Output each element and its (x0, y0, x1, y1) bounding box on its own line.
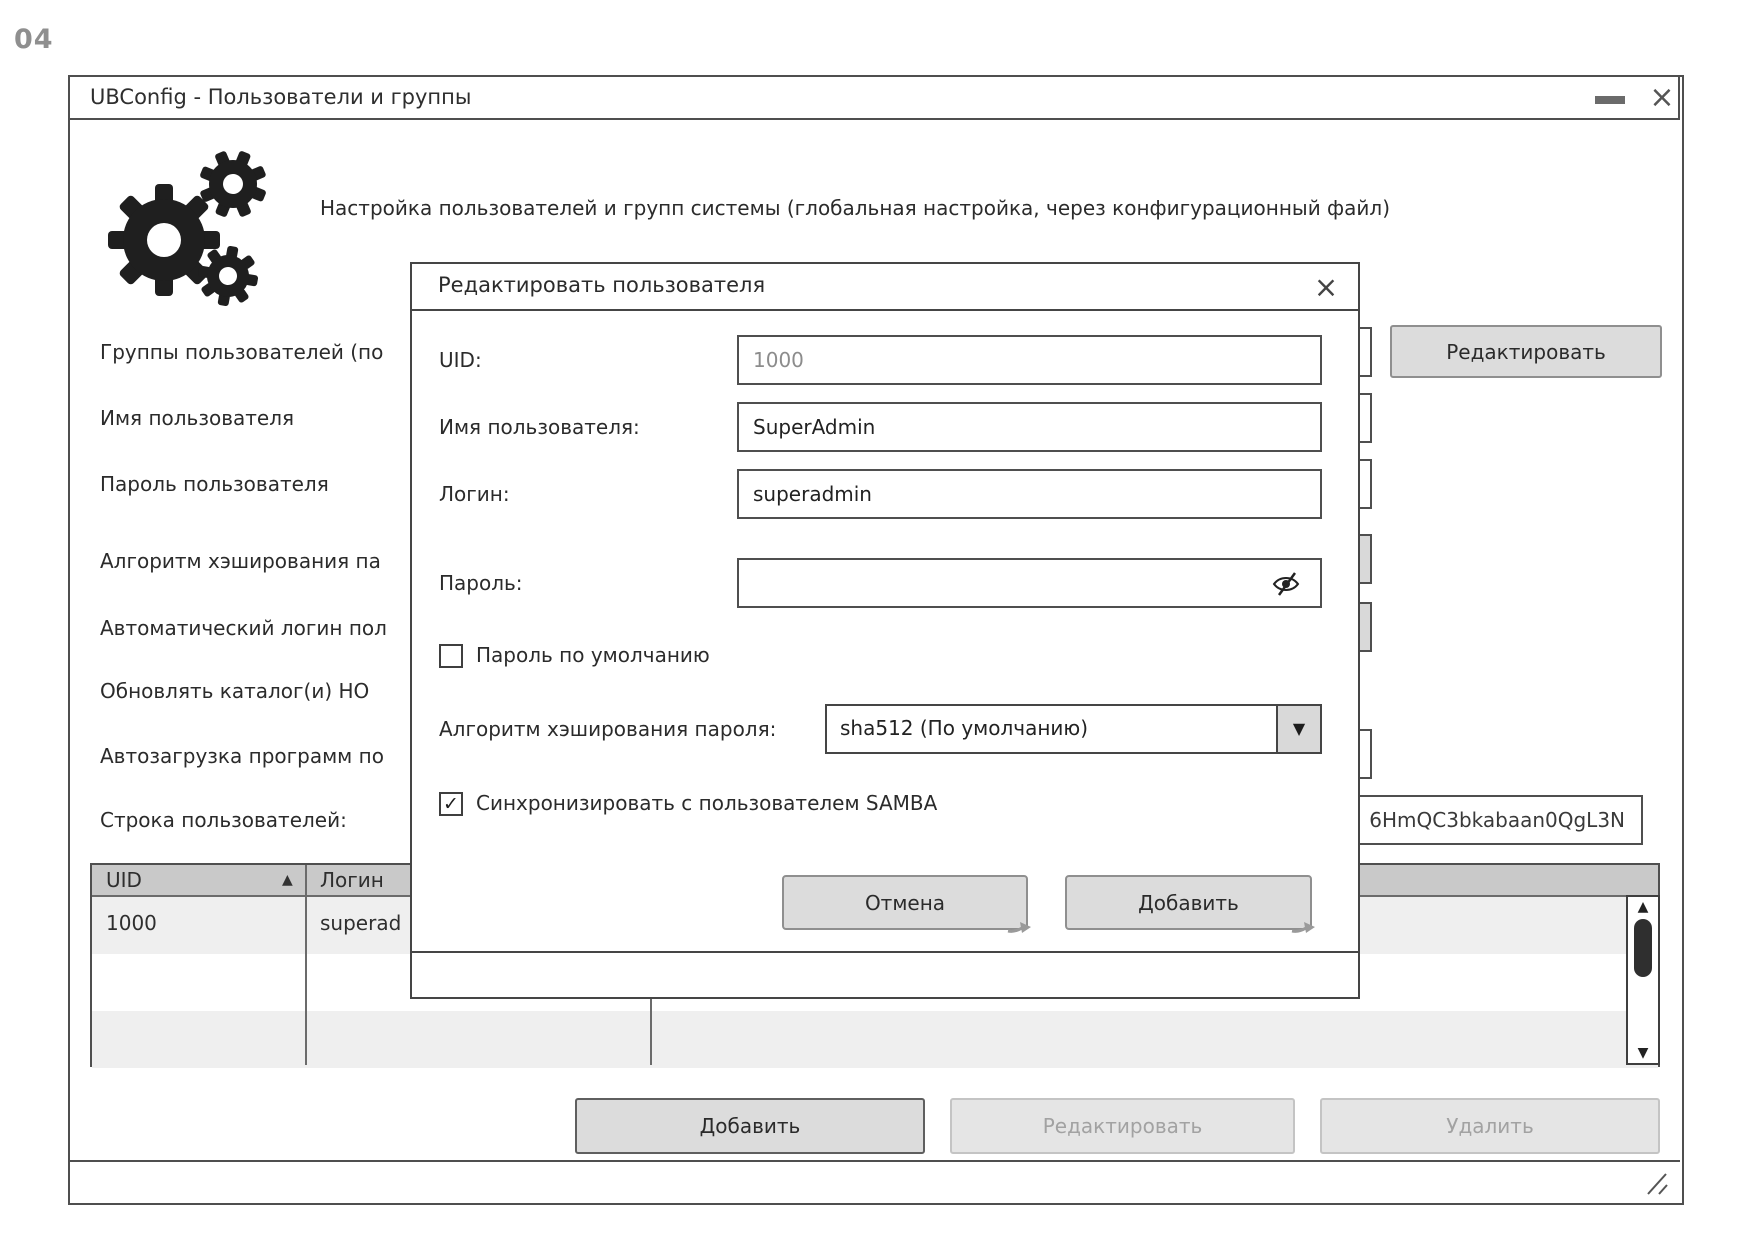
window-title: UBConfig - Пользователи и группы (90, 85, 472, 109)
dialog-cancel-button[interactable]: Отмена (782, 875, 1028, 930)
table-edit-button[interactable]: Редактировать (950, 1098, 1295, 1154)
login-field[interactable] (737, 469, 1322, 519)
main-window-titlebar (68, 75, 1680, 120)
minimize-icon[interactable] (1595, 96, 1625, 104)
column-header-login[interactable]: Логин (320, 868, 384, 892)
login-label: Логин: (439, 482, 510, 506)
default-password-label: Пароль по умолчанию (476, 643, 710, 667)
scroll-thumb[interactable] (1634, 919, 1652, 977)
uid-field[interactable] (737, 335, 1322, 385)
label-auto-login: Автоматический логин пол (100, 616, 387, 640)
dialog-add-button[interactable]: Добавить (1065, 875, 1312, 930)
password-field[interactable] (737, 558, 1322, 608)
edit-user-dialog (410, 262, 1360, 999)
dialog-close-icon[interactable]: × (1313, 270, 1339, 304)
label-user-name: Имя пользователя (100, 406, 295, 430)
label-hash-algorithm: Алгоритм хэширования па (100, 549, 381, 573)
table-add-button[interactable]: Добавить (575, 1098, 925, 1154)
samba-sync-label: Синхронизировать с пользователем SAMBA (476, 791, 938, 815)
dropdown-arrow-icon[interactable]: ▼ (1276, 706, 1320, 752)
statusbar-divider (70, 1160, 1680, 1162)
users-string-value: 6HmQC3bkabaan0QgL3N (1369, 808, 1625, 832)
action-arrow-icon (1006, 918, 1032, 936)
window-close-icon[interactable]: × (1649, 80, 1675, 115)
samba-sync-checkbox[interactable]: ✓ (439, 792, 463, 816)
dialog-footer-divider (412, 951, 1358, 953)
label-update-home: Обновлять каталог(и) HO (100, 679, 370, 703)
label-user-password: Пароль пользователя (100, 472, 329, 496)
page-description: Настройка пользователей и групп системы (глобальная настройка, через конфигурационный файл) (320, 196, 1390, 220)
sort-asc-icon[interactable]: ▲ (282, 872, 293, 888)
hash-algorithm-label: Алгоритм хэширования пароля: (439, 717, 777, 741)
label-user-groups: Группы пользователей (по (100, 340, 384, 364)
scroll-up-icon[interactable]: ▲ (1637, 899, 1649, 915)
table-scrollbar[interactable] (1626, 895, 1660, 1065)
dialog-title: Редактировать пользователя (438, 273, 766, 297)
column-divider (305, 865, 307, 1065)
eye-off-icon[interactable] (1270, 570, 1302, 598)
label-autostart: Автозагрузка программ по (100, 744, 384, 768)
resize-grip-icon[interactable] (1644, 1172, 1670, 1196)
cell-login[interactable]: superad (320, 911, 402, 935)
table-row[interactable] (92, 1011, 1658, 1068)
label-users-string: Строка пользователей: (100, 808, 347, 832)
scroll-down-icon[interactable]: ▼ (1637, 1045, 1649, 1061)
dialog-titlebar (412, 264, 1358, 311)
action-arrow-icon (1290, 918, 1316, 936)
default-password-checkbox[interactable] (439, 644, 463, 668)
full-name-label: Имя пользователя: (439, 415, 640, 439)
cell-uid[interactable]: 1000 (106, 911, 157, 935)
column-header-uid[interactable]: UID (106, 868, 142, 892)
uid-label: UID: (439, 348, 482, 372)
groups-edit-button[interactable]: Редактировать (1390, 325, 1662, 378)
figure-number: 04 (14, 24, 54, 55)
full-name-field[interactable] (737, 402, 1322, 452)
table-delete-button[interactable]: Удалить (1320, 1098, 1660, 1154)
hash-algorithm-dropdown[interactable] (825, 704, 1322, 754)
password-label: Пароль: (439, 571, 523, 595)
gears-icon (100, 148, 276, 314)
hash-algorithm-value: sha512 (По умолчанию) (840, 716, 1089, 740)
